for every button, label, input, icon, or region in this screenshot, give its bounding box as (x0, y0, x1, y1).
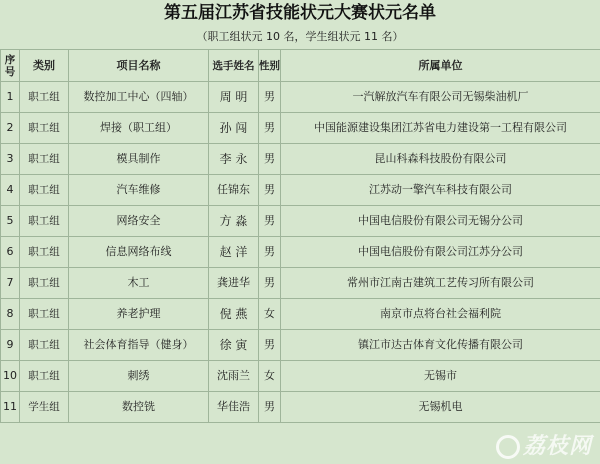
cell-unit: 江苏动一擎汽车科技有限公司 (281, 175, 600, 206)
cell-index: 6 (1, 237, 20, 268)
cell-unit: 昆山科森科技股份有限公司 (281, 144, 600, 175)
cell-project: 社会体育指导（健身） (69, 330, 209, 361)
cell-category: 职工组 (20, 361, 69, 392)
cell-gender: 男 (259, 392, 281, 423)
cell-index: 8 (1, 299, 20, 330)
cell-player: 赵 洋 (209, 237, 259, 268)
header-player: 选手姓名 (209, 50, 259, 82)
cell-project: 网络安全 (69, 206, 209, 237)
cell-player: 沈雨兰 (209, 361, 259, 392)
table-header-row (1, 50, 600, 82)
table-row (1, 113, 600, 144)
cell-project: 木工 (69, 268, 209, 299)
table-row (1, 206, 600, 237)
watermark (496, 429, 592, 460)
cell-player: 倪 燕 (209, 299, 259, 330)
cell-category: 职工组 (20, 206, 69, 237)
cell-player: 龚进华 (209, 268, 259, 299)
cell-unit: 一汽解放汽车有限公司无锡柴油机厂 (281, 82, 600, 113)
cell-player: 孙 闯 (209, 113, 259, 144)
cell-index: 7 (1, 268, 20, 299)
cell-project: 模具制作 (69, 144, 209, 175)
cell-gender: 女 (259, 299, 281, 330)
cell-category: 职工组 (20, 144, 69, 175)
table-row (1, 175, 600, 206)
cell-project: 数控铣 (69, 392, 209, 423)
cell-category: 职工组 (20, 113, 69, 144)
cell-category: 职工组 (20, 82, 69, 113)
champions-table (0, 49, 600, 423)
table-row (1, 268, 600, 299)
cell-gender: 男 (259, 268, 281, 299)
cell-category: 职工组 (20, 268, 69, 299)
cell-player: 华佳浩 (209, 392, 259, 423)
cell-project: 数控加工中心（四轴） (69, 82, 209, 113)
cell-category: 职工组 (20, 175, 69, 206)
cell-unit: 中国能源建设集团江苏省电力建设第一工程有限公司 (281, 113, 600, 144)
cell-unit: 无锡机电 (281, 392, 600, 423)
cell-index: 10 (1, 361, 20, 392)
table-row (1, 144, 600, 175)
header-category: 类别 (20, 50, 69, 82)
cell-category: 学生组 (20, 392, 69, 423)
cell-gender: 男 (259, 144, 281, 175)
cell-unit: 常州市江南古建筑工艺传习所有限公司 (281, 268, 600, 299)
watermark-text: 荔枝网 (522, 433, 592, 459)
cell-unit: 南京市点将台社会福利院 (281, 299, 600, 330)
cell-gender: 男 (259, 330, 281, 361)
cell-gender: 男 (259, 113, 281, 144)
cell-index: 4 (1, 175, 20, 206)
cell-player: 李 永 (209, 144, 259, 175)
cell-player: 方 淼 (209, 206, 259, 237)
table-row (1, 392, 600, 423)
page-title: 第五届江苏省技能状元大赛状元名单 (164, 3, 436, 23)
cell-unit: 中国电信股份有限公司江苏分公司 (281, 237, 600, 268)
cell-gender: 男 (259, 206, 281, 237)
cell-player: 任锦东 (209, 175, 259, 206)
table-row (1, 299, 600, 330)
cell-category: 职工组 (20, 330, 69, 361)
cell-project: 汽车维修 (69, 175, 209, 206)
cell-project: 刺绣 (69, 361, 209, 392)
header-index: 序号 (1, 50, 20, 82)
cell-gender: 女 (259, 361, 281, 392)
cell-project: 信息网络布线 (69, 237, 209, 268)
table-row (1, 361, 600, 392)
cell-unit: 中国电信股份有限公司无锡分公司 (281, 206, 600, 237)
table-row (1, 82, 600, 113)
cell-category: 职工组 (20, 237, 69, 268)
cell-category: 职工组 (20, 299, 69, 330)
cell-index: 9 (1, 330, 20, 361)
cell-index: 11 (1, 392, 20, 423)
header-unit: 所属单位 (281, 50, 600, 82)
page-subtitle: （职工组状元 10 名，学生组状元 11 名） (196, 30, 404, 43)
cell-gender: 男 (259, 175, 281, 206)
cell-project: 焊接（职工组） (69, 113, 209, 144)
cell-project: 养老护理 (69, 299, 209, 330)
header-project: 项目名称 (69, 50, 209, 82)
cell-gender: 男 (259, 237, 281, 268)
cell-index: 1 (1, 82, 20, 113)
table-row (1, 330, 600, 361)
cell-index: 2 (1, 113, 20, 144)
cell-unit: 镇江市达古体育文化传播有限公司 (281, 330, 600, 361)
cell-index: 5 (1, 206, 20, 237)
table-row (1, 237, 600, 268)
cell-unit: 无锡市 (281, 361, 600, 392)
cell-gender: 男 (259, 82, 281, 113)
cell-index: 3 (1, 144, 20, 175)
header-gender: 性别 (259, 50, 281, 82)
cell-player: 徐 寅 (209, 330, 259, 361)
watermark-logo-icon (496, 435, 520, 459)
cell-player: 周 明 (209, 82, 259, 113)
table-body (1, 82, 600, 423)
